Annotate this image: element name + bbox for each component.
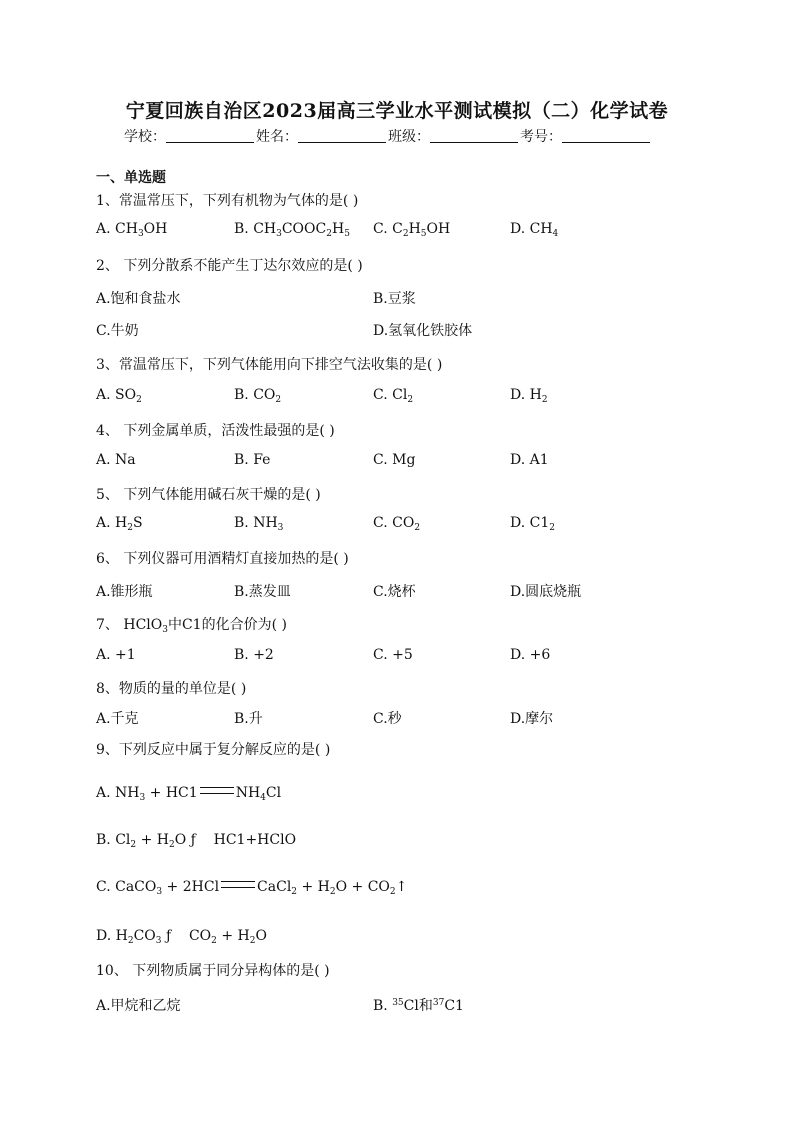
name-label: 姓名： bbox=[256, 129, 298, 145]
q10-option-a: A.甲烷和乙烷 bbox=[96, 998, 181, 1014]
student-info-line bbox=[124, 126, 652, 146]
section-title: 一、单选题 bbox=[96, 170, 166, 186]
equals-sign-icon bbox=[200, 787, 234, 794]
q3-option-d: D. $H_2$ bbox=[510, 387, 548, 405]
q1-option-c: C. $C_2H_5OH$ bbox=[373, 221, 451, 239]
q9-option-d: D. $H_2CO_3$ ƒ $CO_2 + H_2O$ bbox=[96, 928, 267, 946]
q8-option-c: C.秒 bbox=[373, 711, 402, 727]
school-label: 学校： bbox=[124, 129, 166, 145]
q3-option-b: B. $CO_2$ bbox=[234, 387, 282, 405]
q8-option-d: D.摩尔 bbox=[510, 711, 554, 727]
question-6: 6、 下列仪器可用酒精灯直接加热的是( ) bbox=[96, 551, 349, 567]
exam-no-field bbox=[562, 128, 650, 143]
exam-no-label: 考号： bbox=[520, 129, 562, 145]
q1-option-b: B. $CH_3COOC_2H_5$ bbox=[234, 221, 350, 239]
q7-option-c: C. +5 bbox=[373, 647, 413, 663]
q4-option-c: C. Mg bbox=[373, 452, 416, 468]
q5-option-d: D. $C1_2$ bbox=[510, 515, 555, 533]
q1-option-a: A. $CH_3OH$ bbox=[96, 221, 168, 239]
school-field bbox=[166, 128, 254, 143]
q8-option-b: B.升 bbox=[234, 711, 263, 727]
q2-option-b: B.豆浆 bbox=[373, 291, 416, 307]
q4-option-d: D. A1 bbox=[510, 452, 549, 468]
equals-sign-icon bbox=[221, 881, 255, 888]
q6-option-b: B.蒸发皿 bbox=[234, 584, 291, 600]
q3-option-a: A. $SO_2$ bbox=[96, 387, 142, 405]
q10-option-b: B. $^{35}$Cl和$^{37}$C1 bbox=[373, 998, 464, 1014]
q4-option-b: B. Fe bbox=[234, 452, 271, 468]
q9-option-c: C. CaCO$_3$ + 2HCl CaCl$_2$ + $H_2O$ + $CO_2↑$ bbox=[96, 879, 408, 897]
q5-option-b: B. $NH_3$ bbox=[234, 515, 284, 533]
q2-option-d: D.氢氧化铁胶体 bbox=[373, 323, 473, 339]
question-9: 9、下列反应中属于复分解反应的是( ) bbox=[96, 742, 331, 758]
class-label: 班级： bbox=[388, 129, 430, 145]
q5-option-c: C. $CO_2$ bbox=[373, 515, 421, 533]
q9-option-b: B. $Cl_2 + H_2O$ ƒ HC1+HClO bbox=[96, 832, 297, 850]
question-10: 10、 下列物质属于同分异构体的是( ) bbox=[96, 963, 330, 979]
q9-option-a: A. $NH_3 + HC1$ $NH_4Cl$ bbox=[96, 785, 282, 803]
question-7: 7、 HClO$_3$中C1的化合价为( ) bbox=[96, 617, 287, 635]
q7-option-b: B. +2 bbox=[234, 647, 274, 663]
q6-option-c: C.烧杯 bbox=[373, 584, 416, 600]
q6-option-d: D.圆底烧瓶 bbox=[510, 584, 582, 600]
question-2: 2、 下列分散系不能产生丁达尔效应的是( ) bbox=[96, 258, 363, 274]
exam-title: 宁夏回族自治区2023届高三学业水平测试模拟（二）化学试卷 bbox=[125, 100, 669, 122]
q4-option-a: A. Na bbox=[96, 452, 136, 468]
question-5: 5、 下列气体能用碱石灰干燥的是( ) bbox=[96, 487, 321, 503]
question-3: 3、常温常压下，下列气体能用向下排空气法收集的是( ) bbox=[96, 357, 443, 373]
q7-option-a: A. +1 bbox=[96, 647, 136, 663]
question-1: 1、常温常压下，下列有机物为气体的是( ) bbox=[96, 193, 359, 209]
q5-option-a: A. $H_2S$ bbox=[96, 515, 143, 533]
name-field bbox=[298, 128, 386, 143]
q2-option-a: A.饱和食盐水 bbox=[96, 291, 181, 307]
q2-option-c: C.牛奶 bbox=[96, 323, 139, 339]
q7-option-d: D. +6 bbox=[510, 647, 551, 663]
question-4: 4、 下列金属单质，活泼性最强的是( ) bbox=[96, 423, 335, 439]
q8-option-a: A.千克 bbox=[96, 711, 139, 727]
q6-option-a: A.锥形瓶 bbox=[96, 584, 153, 600]
class-field bbox=[430, 128, 518, 143]
q3-option-c: C. $Cl_2$ bbox=[373, 387, 414, 405]
q1-option-d: D. $CH_4$ bbox=[510, 221, 559, 239]
question-8: 8、物质的量的单位是( ) bbox=[96, 681, 247, 697]
